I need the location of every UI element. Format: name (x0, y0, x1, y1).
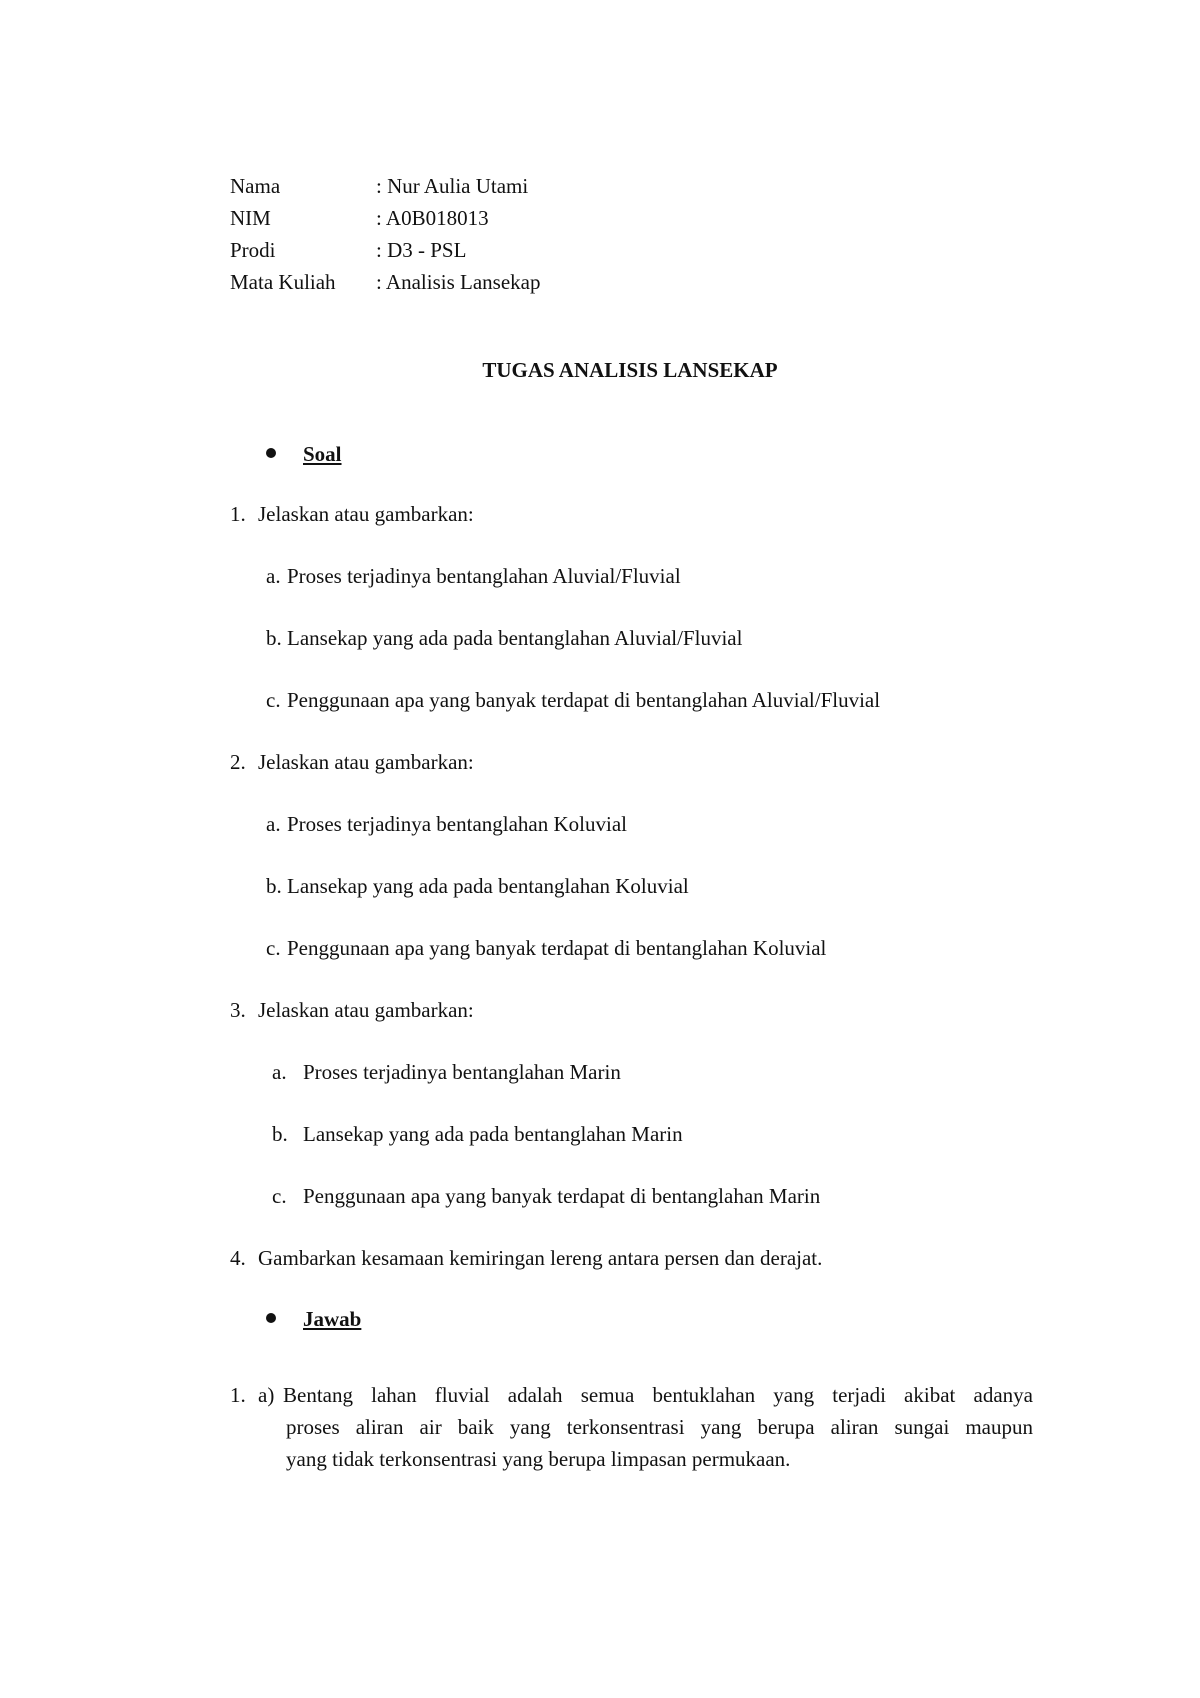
question-1-text: Jelaskan atau gambarkan: (258, 502, 474, 526)
question-2-number: 2. (230, 750, 246, 774)
question-1-item-a-text: Proses terjadinya bentanglahan Aluvial/Fluvial (287, 564, 681, 588)
question-3-item-b-text: Lansekap yang ada pada bentanglahan Marin (303, 1122, 683, 1146)
identity-value-nama: : Nur Aulia Utami (376, 174, 529, 198)
question-1-item-b-label: b. (266, 626, 282, 650)
soal-heading: Soal (303, 442, 342, 466)
question-4-text: Gambarkan kesamaan kemiringan lereng antara persen dan derajat. (258, 1246, 823, 1270)
identity-label-nim: NIM (230, 206, 271, 230)
question-2-item-b-label: b. (266, 874, 282, 898)
question-3-item-b-label: b. (272, 1122, 288, 1146)
question-1-item-a-label: a. (266, 564, 281, 588)
question-3-item-c-text: Penggunaan apa yang banyak terdapat di bentanglahan Marin (303, 1184, 821, 1208)
question-2-item-b-text: Lansekap yang ada pada bentanglahan Koluvial (287, 874, 689, 898)
identity-value-prodi: : D3 - PSL (376, 238, 467, 262)
question-2-item-c-text: Penggunaan apa yang banyak terdapat di bentanglahan Koluvial (287, 936, 827, 960)
question-3-item-a-label: a. (272, 1060, 287, 1084)
jawab-bullet-icon (266, 1313, 276, 1323)
question-2-item-c-label: c. (266, 936, 281, 960)
question-3-item-c-label: c. (272, 1184, 287, 1208)
answer-1-label: a) (258, 1383, 275, 1407)
question-1-number: 1. (230, 502, 246, 526)
question-1-item-c-text: Penggunaan apa yang banyak terdapat di bentanglahan Aluvial/Fluvial (287, 688, 881, 712)
soal-bullet-icon (266, 448, 276, 458)
answer-1-line-2: proses aliran air baik yang terkonsentrasi yang berupa aliran sungai maupun (286, 1415, 1033, 1439)
question-4-number: 4. (230, 1246, 246, 1270)
identity-value-mata-kuliah: : Analisis Lansekap (376, 270, 541, 294)
question-3-number: 3. (230, 998, 246, 1022)
answer-1-line-1: Bentang lahan fluvial adalah semua bentuklahan yang terjadi akibat adanya (283, 1383, 1033, 1407)
question-2-item-a-text: Proses terjadinya bentanglahan Koluvial (287, 812, 627, 836)
identity-label-mata-kuliah: Mata Kuliah (230, 270, 336, 294)
question-1-item-b-text: Lansekap yang ada pada bentanglahan Aluvial/Fluvial (287, 626, 743, 650)
identity-label-prodi: Prodi (230, 238, 276, 262)
jawab-heading: Jawab (303, 1307, 362, 1331)
question-1-item-c-label: c. (266, 688, 281, 712)
identity-label-nama: Nama (230, 174, 281, 198)
question-3-item-a-text: Proses terjadinya bentanglahan Marin (303, 1060, 621, 1084)
answer-1-number: 1. (230, 1383, 246, 1407)
identity-value-nim: : A0B018013 (376, 206, 489, 230)
question-2-text: Jelaskan atau gambarkan: (258, 750, 474, 774)
answer-1-line-3: yang tidak terkonsentrasi yang berupa limpasan permukaan. (286, 1447, 791, 1471)
question-2-item-a-label: a. (266, 812, 281, 836)
question-3-text: Jelaskan atau gambarkan: (258, 998, 474, 1022)
document-title: TUGAS ANALISIS LANSEKAP (482, 358, 778, 382)
